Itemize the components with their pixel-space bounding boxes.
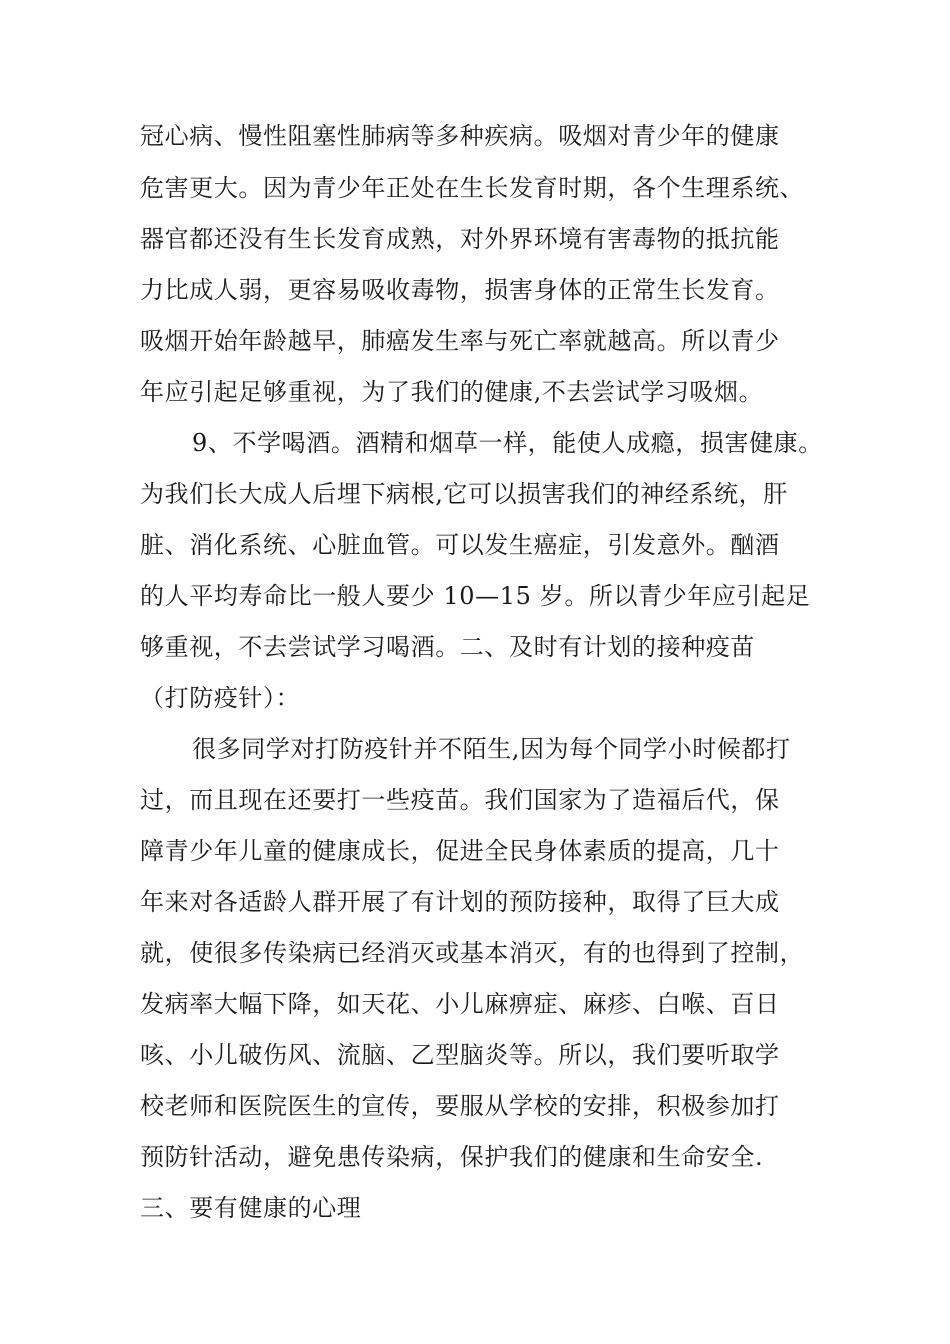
- text-line: 年来对各适龄人群开展了有计划的预防接种，取得了巨大成: [140, 888, 780, 916]
- text-line: 年应引起足够重视，为了我们的健康,不去尝试学习吸烟。: [140, 378, 764, 406]
- text-line: 发病率大幅下降，如天花、小儿麻痹症、麻疹、白喉、百日: [140, 990, 780, 1018]
- text-line: 脏、消化系统、心脏血管。可以发生癌症，引发意外。酗酒: [140, 531, 780, 559]
- text-line: 的人平均寿命比一般人要少 10—15 岁。所以青少年应引起足: [140, 582, 811, 610]
- text-line: 冠心病、慢性阻塞性肺病等多种疾病。吸烟对青少年的健康: [140, 122, 780, 150]
- text-line: 咳、小儿破伤风、流脑、乙型脑炎等。所以，我们要听取学: [140, 1041, 780, 1069]
- text-line: 就，使很多传染病已经消灭或基本消灭，有的也得到了控制，: [140, 939, 805, 967]
- text-line: 过，而且现在还要打一些疫苗。我们国家为了造福后代，保: [140, 786, 780, 814]
- text-line: 吸烟开始年龄越早，肺癌发生率与死亡率就越高。所以青少: [140, 327, 780, 355]
- text-line: 够重视，不去尝试学习喝酒。二、及时有计划的接种疫苗: [140, 633, 755, 661]
- text-line: 器官都还没有生长发育成熟，对外界环境有害毒物的抵抗能: [140, 225, 780, 253]
- section-heading: 三、要有健康的心理: [140, 1194, 362, 1222]
- text-line: 力比成人弱，更容易吸收毒物，损害身体的正常生长发育。: [140, 276, 780, 304]
- text-line: 校老师和医院医生的宣传，要服从学校的安排，积极参加打: [140, 1092, 780, 1120]
- text-line: （打防疫针）：: [140, 684, 301, 712]
- text-line: 障青少年儿童的健康成长，促进全民身体素质的提高，几十: [140, 837, 780, 865]
- paragraph-start-line: 9、不学喝酒。酒精和烟草一样，能使人成瘾，损害健康。: [192, 429, 823, 457]
- paragraph-start-line: 很多同学对打防疫针并不陌生,因为每个同学小时候都打: [192, 735, 791, 763]
- text-line: 危害更大。因为青少年正处在生长发育时期，各个生理系统、: [140, 174, 805, 202]
- text-line: 为我们长大成人后埋下病根,它可以损害我们的神经系统，肝: [140, 480, 788, 508]
- text-line: 预防针活动，避免患传染病，保护我们的健康和生命安全.: [140, 1143, 764, 1171]
